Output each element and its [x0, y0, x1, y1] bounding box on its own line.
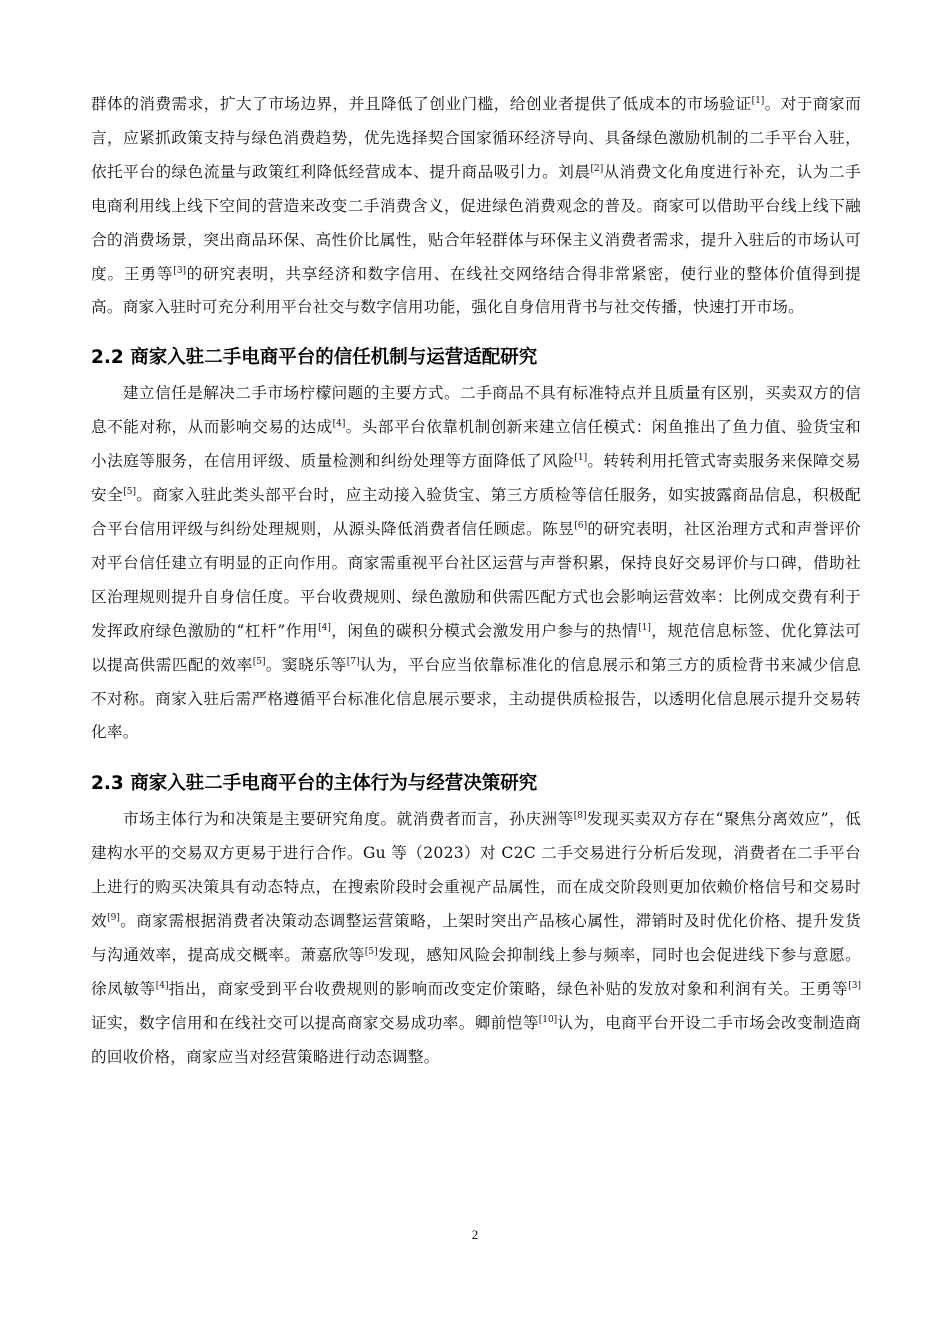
section-heading-2-2: 2.2 商家入驻二手电商平台的信任机制与运营适配研究	[91, 347, 538, 369]
citation-marker: [1]	[751, 95, 765, 106]
citation-marker: [1]	[638, 622, 651, 633]
citation-marker: [10]	[538, 1014, 558, 1025]
citation-marker: [8]	[573, 811, 587, 822]
document-page	[91, 88, 861, 1075]
page-number: 2	[471, 1227, 479, 1242]
citation-marker: [4]	[332, 419, 346, 430]
paragraph-actor-behavior: 市场主体行为和决策是主要研究角度。就消费者而言，孙庆洲等[8]发现买卖双方存在“聚焦分离效应”，低建构水平的交易双方更易于进行合作。Gu 等（2023）对 C2C 二手交易进行分析后发现，消费者在二手平台上进行的购买决策具有动态特点，在搜索阶段时会重视产品属性，而在成交阶段则更加依赖价格信号和交易时效[9]。商家需根据消费者决策动态调整运营策略，上架时突出产品核心属性，滞销时及时优化价格、提升发货与沟通效率，提高成交概率。萧嘉欣等[5]发现，感知风险会抑制线上参与频率，同时也会促进线下参与意愿。徐凤敏等[4]指出，商家受到平台收费规则的影响而改变定价策略，绿色补贴的发放对象和利润有关。王勇等[3]证实，数字信用和在线社交可以提高商家交易成功率。卿前恺等[10]认为，电商平台开设二手市场会改变制造商的回收价格，商家应当对经营策略进行动态调整。	[91, 810, 861, 1066]
citation-marker: [5]	[123, 486, 136, 497]
section-heading-2-3: 2.3 商家入驻二手电商平台的主体行为与经营决策研究	[91, 773, 538, 795]
citation-marker: [1]	[574, 452, 588, 463]
citation-marker: [6]	[574, 520, 588, 531]
citation-marker: [4]	[318, 622, 331, 633]
citation-marker: [5]	[364, 946, 378, 957]
citation-marker: [9]	[107, 912, 120, 923]
paragraph-trust-mechanism: 建立信任是解决二手市场柠檬问题的主要方式。二手商品不具有标准特点并且质量有区别，买卖双方的信息不能对称，从而影响交易的达成[4]。头部平台依靠机制创新来建立信任模式：闲鱼推出了鱼力值、验货宝和小法庭等服务，在信用评级、质量检测和纠纷处理等方面降低了风险[1]。转转利用托管式寄卖服务来保障交易安全[5]。商家入驻此类头部平台时，应主动接入验货宝、第三方质检等信任服务，如实披露商品信息，积极配合平台信用评级与纠纷处理规则，从源头降低消费者信任顾虑。陈昱[6]的研究表明，社区治理方式和声誉评价对平台信任建立有明显的正向作用。商家需重视平台社区运营与声誉积累，保持良好交易评价与口碑，借助社区治理规则提升自身信任度。平台收费规则、绿色激励和供需匹配方式也会影响运营效率：比例成交费有利于发挥政府绿色激励的“杠杆”作用[4]，闲鱼的碳积分模式会激发用户参与的热情[1]，规范信息标签、优化算法可以提高供需匹配的效率[5]。窦晓乐等[7]认为，平台应当依靠标准化的信息展示和第三方的质检背书来减少信息不对称。商家入驻后需严格遵循平台标准化信息展示要求，主动提供质检报告，以透明化信息展示提升交易转化率。	[91, 384, 861, 742]
citation-marker: [3]	[848, 980, 861, 991]
citation-marker: [5]	[252, 656, 266, 667]
paragraph-market-verification: 群体的消费需求，扩大了市场边界，并且降低了创业门槛，给创业者提供了低成本的市场验证[1]。对于商家而言，应紧抓政策支持与绿色消费趋势，优先选择契合国家循环经济导向、具备绿色激励机制的二手平台入驻，依托平台的绿色流量与政策红利降低经营成本、提升商品吸引力。刘晨[2]从消费文化角度进行补充，认为二手电商利用线上线下空间的营造来改变二手消费含义，促进绿色消费观念的普及。商家可以借助平台线上线下融合的消费场景，突出商品环保、高性价比属性，贴合年轻群体与环保主义消费者需求，提升入驻后的市场认可度。王勇等[3]的研究表明，共享经济和数字信用、在线社交网络结合得非常紧密，使行业的整体价值得到提高。商家入驻时可充分利用平台社交与数字信用功能，强化自身信用背书与社交传播，快速打开市场。	[91, 95, 861, 317]
citation-marker: [2]	[590, 163, 604, 174]
citation-marker: [4]	[155, 980, 169, 991]
citation-marker: [3]	[173, 265, 187, 276]
citation-marker: [7]	[346, 656, 360, 667]
